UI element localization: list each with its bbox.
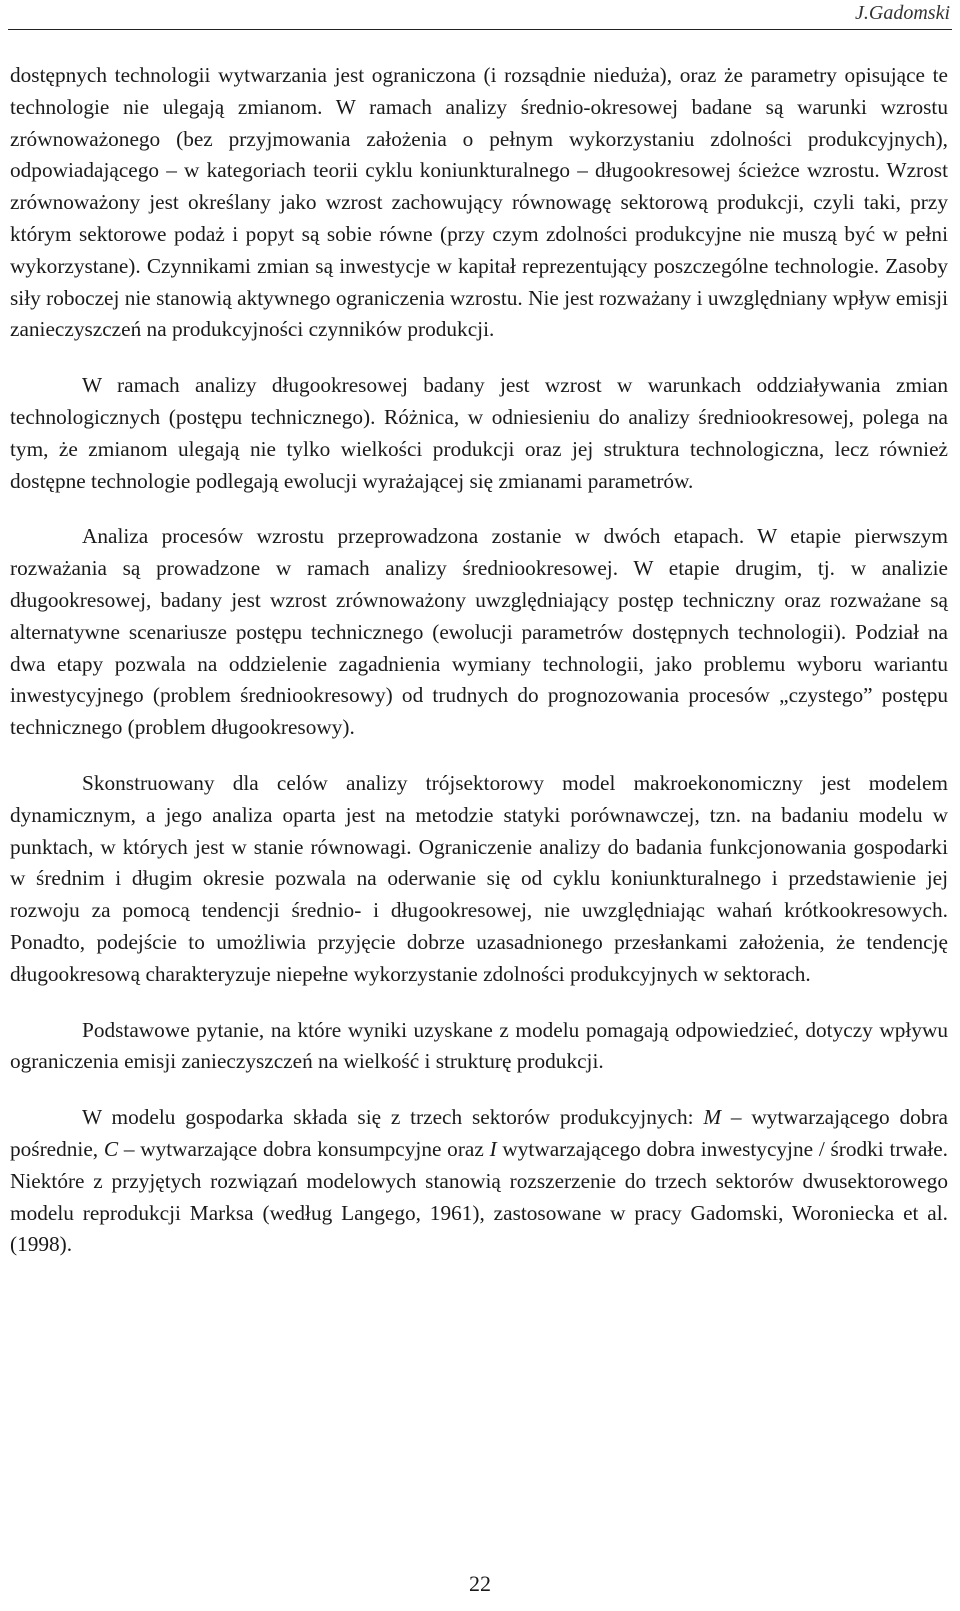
- paragraph-6: [10, 1102, 948, 1261]
- header-rule: [8, 29, 952, 30]
- paragraph-6-text-2: – wytwarzającego dobra pośrednie,: [10, 1105, 948, 1161]
- paragraph-5: Podstawowe pytanie, na które wyniki uzyskane z modelu pomagają odpowiedzieć, dotyczy wpływu ograniczenia emisji zanieczyszczeń na wielkość i strukturę produkcji.: [10, 1017, 948, 1074]
- running-header-author: J.Gadomski: [855, 2, 950, 24]
- sector-i-symbol: I: [489, 1136, 497, 1161]
- paragraph-6-text-4: wytwarzającego dobra inwestycyjne / środki trwałe. Niektóre z przyjętych rozwiązań modelowych stanowią rozszerzenie do trzech sektorów dwusektorowego modelu reprodukcji Marksa (według Langego, 1961), zastosowane w pracy Gadomski, Woroniecka et al. (1998).: [10, 1136, 948, 1257]
- paragraph-2: W ramach analizy długookresowej badany jest wzrost w warunkach oddziaływania zmian technologicznych (postępu technicznego). Różnica, w odniesieniu do analizy średniookresowej, polega na tym, że zmianom ulegają nie tylko wielkości produkcji oraz jej struktura technologiczna, lecz również dostępne technologie podlegają ewolucji wyrażającej się zmianami parametrów.: [10, 373, 948, 493]
- sector-m-symbol: M: [703, 1105, 722, 1130]
- body-text: [10, 60, 948, 1285]
- paragraph-4: Skonstruowany dla celów analizy trójsektorowy model makroekonomiczny jest modelem dynamicznym, a jego analiza oparta jest na metodzie statyki porównawczej, tzn. na badaniu modelu w punktach, w których jest w stanie równowagi. Ograniczenie analizy do badania funkcjonowania gospodarki w średnim i długim okresie pozwala na oderwanie się od cyklu koniunkturalnego i przedstawienie jej rozwoju za pomocą tendencji średnio- i długookresowej, nie uwzględniając wahań krótkookresowych. Ponadto, podejście to umożliwia przyjęcie dobrze uzasadnionego przesłankami założenia, że tendencję długookresową charakteryzuje niepełne wykorzystanie zdolności produkcyjnych w sektorach.: [10, 770, 948, 986]
- sector-c-symbol: C: [103, 1136, 119, 1161]
- page-header: [0, 0, 960, 30]
- paragraph-6-text-1: W modelu gospodarka składa się z trzech sektorów produkcyjnych:: [82, 1105, 704, 1130]
- paragraph-3: Analiza procesów wzrostu przeprowadzona zostanie w dwóch etapach. W etapie pierwszym rozważania są prowadzone w ramach analizy średniookresowej. W etapie drugim, tj. w analizie długookresowej, badany jest wzrost zrównoważony uwzględniający postęp techniczny oraz rozważane są alternatywne scenariusze postępu technicznego (ewolucji parametrów dostępnych technologii). Podział na dwa etapy pozwala na oddzielenie zagadnienia wymiany technologii, jako problemu wyboru wariantu inwestycyjnego (problem średniookresowy) od trudnych do prognozowania procesów „czystego” postępu technicznego (problem długookresowy).: [10, 524, 948, 740]
- paragraph-1: dostępnych technologii wytwarzania jest ograniczona (i rozsądnie nieduża), oraz że parametry opisujące te technologie nie ulegają zmianom. W ramach analizy średnio-okresowej badane są warunki wzrostu zrównoważonego (bez przyjmowania założenia o pełnym wykorzystaniu zdolności produkcyjnych), odpowiadającego – w kategoriach teorii cyklu koniunkturalnego – długookresowej ścieżce wzrostu. Wzrost zrównoważony jest określany jako wzrost zachowujący równowagę sektorową produkcji, czyli taki, przy którym sektorowe podaż i popyt są sobie równe (przy czym zdolności produkcyjne nie muszą być w pełni wykorzystane). Czynnikami zmian są inwestycje w kapitał reprezentujący poszczególne technologie. Zasoby siły roboczej nie stanowią aktywnego ograniczenia wzrostu. Nie jest rozważany i uwzględniany wpływ emisji zanieczyszczeń na produkcyjności czynników produkcji.: [10, 63, 948, 342]
- paragraph-6-text-3: – wytwarzające dobra konsumpcyjne oraz: [118, 1136, 490, 1161]
- page-number: 22: [469, 1571, 491, 1596]
